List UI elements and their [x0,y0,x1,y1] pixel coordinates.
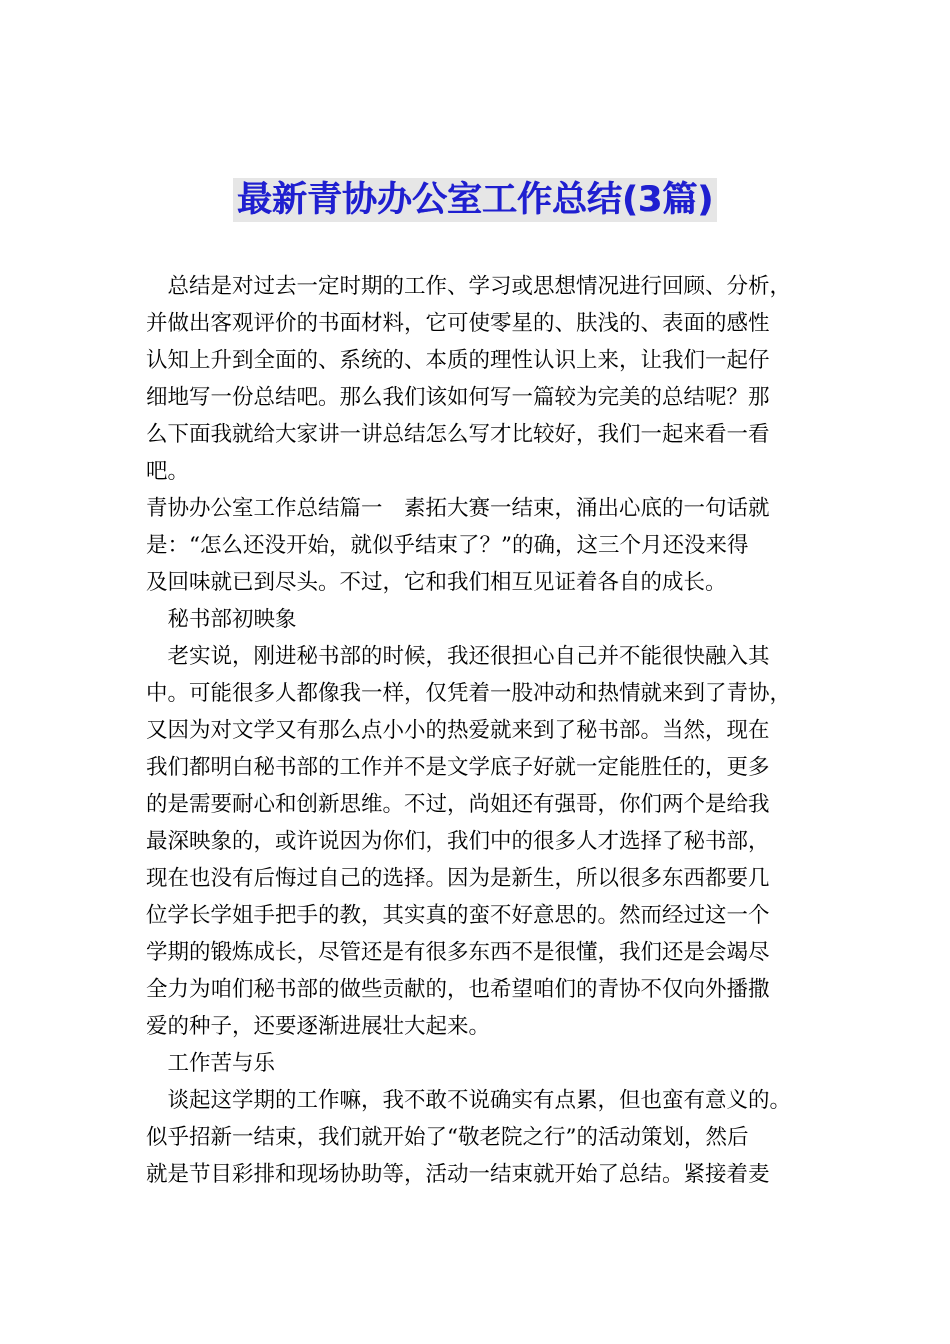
text-line: 全力为咱们秘书部的做些贡献的，也希望咱们的青协不仅向外播撒 [146,977,770,1002]
text-line: 谈起这学期的工作嘛，我不敢不说确实有点累，但也蛮有意义的。 [146,1088,792,1113]
text-line: 就是节目彩排和现场协助等，活动一结束就开始了总结。紧接着麦 [146,1162,770,1187]
text-line: 现在也没有后悔过自己的选择。因为是新生，所以很多东西都要几 [146,866,770,891]
title-container [0,178,950,222]
text-line: 秘书部初映象 [146,607,297,632]
document-title: 最新青协办公室工作总结(3篇) [233,178,717,222]
text-line: 并做出客观评价的书面材料，它可使零星的、肤浅的、表面的感性 [146,311,770,336]
text-line: 是：“怎么还没开始，就似乎结束了？”的确，这三个月还没来得 [146,533,749,558]
text-line: 中。可能很多人都像我一样，仅凭着一股冲动和热情就来到了青协， [146,681,792,706]
text-line: 细地写一份总结吧。那么我们该如何写一篇较为完美的总结呢？那 [146,385,770,410]
text-line: 我们都明白秘书部的工作并不是文学底子好就一定能胜任的，更多 [146,755,770,780]
text-line: 总结是对过去一定时期的工作、学习或思想情况进行回顾、分析， [146,274,792,299]
text-line: 位学长学姐手把手的教，其实真的蛮不好意思的。然而经过这一个 [146,903,770,928]
text-line: 青协办公室工作总结篇一 素拓大赛一结束，涌出心底的一句话就 [146,496,770,521]
text-line: 最深映象的，或许说因为你们，我们中的很多人才选择了秘书部， [146,829,770,854]
text-line: 又因为对文学又有那么点小小的热爱就来到了秘书部。当然，现在 [146,718,770,743]
text-line: 爱的种子，还要逐渐进展壮大起来。 [146,1014,491,1039]
text-line: 么下面我就给大家讲一讲总结怎么写才比较好，我们一起来看一看 [146,422,770,447]
text-line: 吧。 [146,459,190,484]
text-line: 学期的锻炼成长，尽管还是有很多东西不是很懂，我们还是会竭尽 [146,940,770,965]
text-line: 的是需要耐心和创新思维。不过，尚姐还有强哥，你们两个是给我 [146,792,770,817]
document-body [146,268,826,1193]
text-line: 似乎招新一结束，我们就开始了“敬老院之行”的活动策划，然后 [146,1125,749,1150]
text-line: 老实说，刚进秘书部的时候，我还很担心自己并不能很快融入其 [146,644,770,669]
text-line: 及回味就已到尽头。不过，它和我们相互见证着各自的成长。 [146,570,727,595]
text-line: 工作苦与乐 [146,1051,276,1076]
text-line: 认知上升到全面的、系统的、本质的理性认识上来，让我们一起仔 [146,348,770,373]
